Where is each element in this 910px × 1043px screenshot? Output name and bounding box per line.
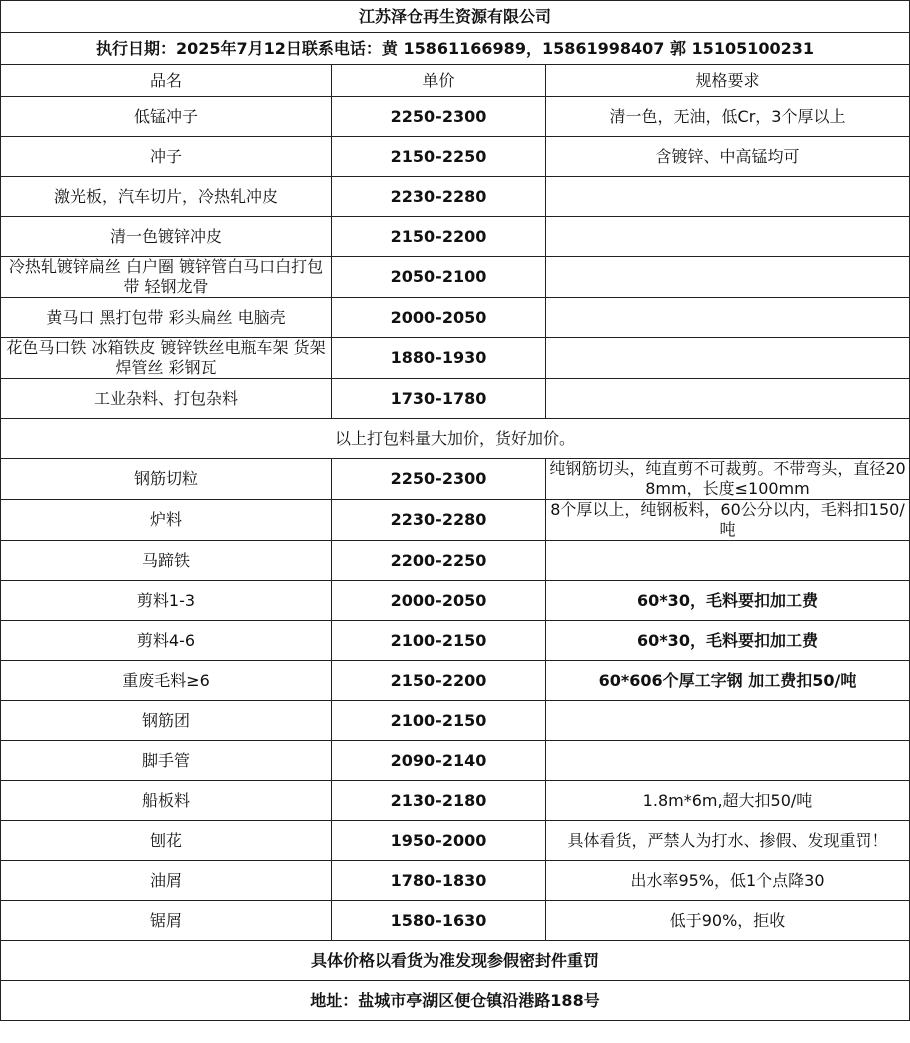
table-row <box>1 901 910 941</box>
item-spec-text: 8个厚以上，纯钢板料，60公分以内，毛料扣150/吨 <box>550 500 905 539</box>
header-name: 品名 <box>1 65 332 97</box>
table-row <box>1 661 910 701</box>
item-spec: 低于90%，拒收 <box>546 901 910 941</box>
table-row <box>1 500 910 541</box>
table-row <box>1 741 910 781</box>
item-name: 黄马口 黑打包带 彩头扁丝 电脑壳 <box>1 298 332 338</box>
item-spec-text: 具体看货，严禁人为打水、掺假、发现重罚！ <box>567 830 888 850</box>
header-price: 单价 <box>332 65 546 97</box>
table-row <box>1 257 910 298</box>
item-price: 2200-2250 <box>332 541 546 581</box>
item-price: 1880-1930 <box>332 338 546 379</box>
item-name: 剪料1-3 <box>1 581 332 621</box>
table-row <box>1 217 910 257</box>
title-row <box>1 1 910 33</box>
item-price: 2000-2050 <box>332 298 546 338</box>
table-row <box>1 581 910 621</box>
item-price: 2150-2250 <box>332 137 546 177</box>
item-name: 脚手管 <box>1 741 332 781</box>
table-row <box>1 298 910 338</box>
footer-note: 具体价格以看货为准发现参假密封件重罚 <box>1 941 910 981</box>
item-name: 船板料 <box>1 781 332 821</box>
item-price: 2150-2200 <box>332 217 546 257</box>
item-price: 1950-2000 <box>332 821 546 861</box>
item-spec <box>546 741 910 781</box>
table-row <box>1 97 910 137</box>
item-name <box>1 338 332 379</box>
table-row <box>1 861 910 901</box>
date-contact-line: 执行日期：2025年7月12日联系电话：黄 15861166989，15861998407 郭 15105100231 <box>1 33 910 65</box>
item-spec <box>546 500 910 541</box>
item-spec <box>546 217 910 257</box>
item-spec <box>546 298 910 338</box>
header-spec: 规格要求 <box>546 65 910 97</box>
table-row <box>1 338 910 379</box>
item-spec <box>546 541 910 581</box>
item-name: 冲子 <box>1 137 332 177</box>
item-spec <box>546 701 910 741</box>
table-row <box>1 701 910 741</box>
item-name: 激光板，汽车切片，冷热轧冲皮 <box>1 177 332 217</box>
item-name: 炉料 <box>1 500 332 541</box>
item-name: 钢筋团 <box>1 701 332 741</box>
header-row <box>1 65 910 97</box>
section-note: 以上打包料量大加价，货好加价。 <box>1 419 910 459</box>
item-name-text: 冷热轧镀锌扁丝 白户圈 镀锌管白马口白打包带 轻钢龙骨 <box>8 257 324 296</box>
section-note-row <box>1 419 910 459</box>
item-name-text: 花色马口铁 冰箱铁皮 镀锌铁丝电瓶车架 货架 焊管丝 彩钢瓦 <box>6 338 326 377</box>
item-price: 2130-2180 <box>332 781 546 821</box>
item-name: 剪料4-6 <box>1 621 332 661</box>
item-spec: 60*606个厚工字钢 加工费扣50/吨 <box>546 661 910 701</box>
item-price: 1580-1630 <box>332 901 546 941</box>
info-row <box>1 33 910 65</box>
item-price: 2100-2150 <box>332 621 546 661</box>
item-price: 2230-2280 <box>332 177 546 217</box>
item-spec <box>546 459 910 500</box>
item-name: 工业杂料、打包杂料 <box>1 379 332 419</box>
table-row <box>1 137 910 177</box>
item-spec: 出水率95%，低1个点降30 <box>546 861 910 901</box>
item-spec: 1.8m*6m,超大扣50/吨 <box>546 781 910 821</box>
item-spec: 清一色，无油，低Cr，3个厚以上 <box>546 97 910 137</box>
item-name: 低锰冲子 <box>1 97 332 137</box>
item-price: 2050-2100 <box>332 257 546 298</box>
item-price: 2150-2200 <box>332 661 546 701</box>
item-price: 2090-2140 <box>332 741 546 781</box>
item-spec: 60*30，毛料要扣加工费 <box>546 621 910 661</box>
item-name: 刨花 <box>1 821 332 861</box>
company-name: 江苏泽仓再生资源有限公司 <box>1 1 910 33</box>
item-spec: 60*30，毛料要扣加工费 <box>546 581 910 621</box>
item-price: 2100-2150 <box>332 701 546 741</box>
item-name: 油屑 <box>1 861 332 901</box>
item-price: 2230-2280 <box>332 500 546 541</box>
item-price: 2250-2300 <box>332 459 546 500</box>
item-spec: 含镀锌、中高锰均可 <box>546 137 910 177</box>
item-price: 1730-1780 <box>332 379 546 419</box>
item-name: 锯屑 <box>1 901 332 941</box>
table-row <box>1 177 910 217</box>
table-row <box>1 541 910 581</box>
item-spec-text: 纯钢筋切头，纯直剪不可裁剪。不带弯头，直径208mm，长度≤100mm <box>549 459 906 498</box>
table-row <box>1 379 910 419</box>
item-name: 马蹄铁 <box>1 541 332 581</box>
item-spec <box>546 379 910 419</box>
item-name: 钢筋切粒 <box>1 459 332 500</box>
item-price: 2000-2050 <box>332 581 546 621</box>
item-spec <box>546 338 910 379</box>
item-price: 1780-1830 <box>332 861 546 901</box>
item-spec <box>546 177 910 217</box>
address: 地址：盐城市亭湖区便仓镇沿港路188号 <box>1 981 910 1021</box>
table-row <box>1 781 910 821</box>
item-name: 重废毛料≥6 <box>1 661 332 701</box>
item-name <box>1 257 332 298</box>
table-row <box>1 459 910 500</box>
item-spec <box>546 257 910 298</box>
table-row <box>1 821 910 861</box>
item-price: 2250-2300 <box>332 97 546 137</box>
footer-note-row <box>1 941 910 981</box>
address-row <box>1 981 910 1021</box>
table-row <box>1 621 910 661</box>
item-spec <box>546 821 910 861</box>
item-name: 清一色镀锌冲皮 <box>1 217 332 257</box>
